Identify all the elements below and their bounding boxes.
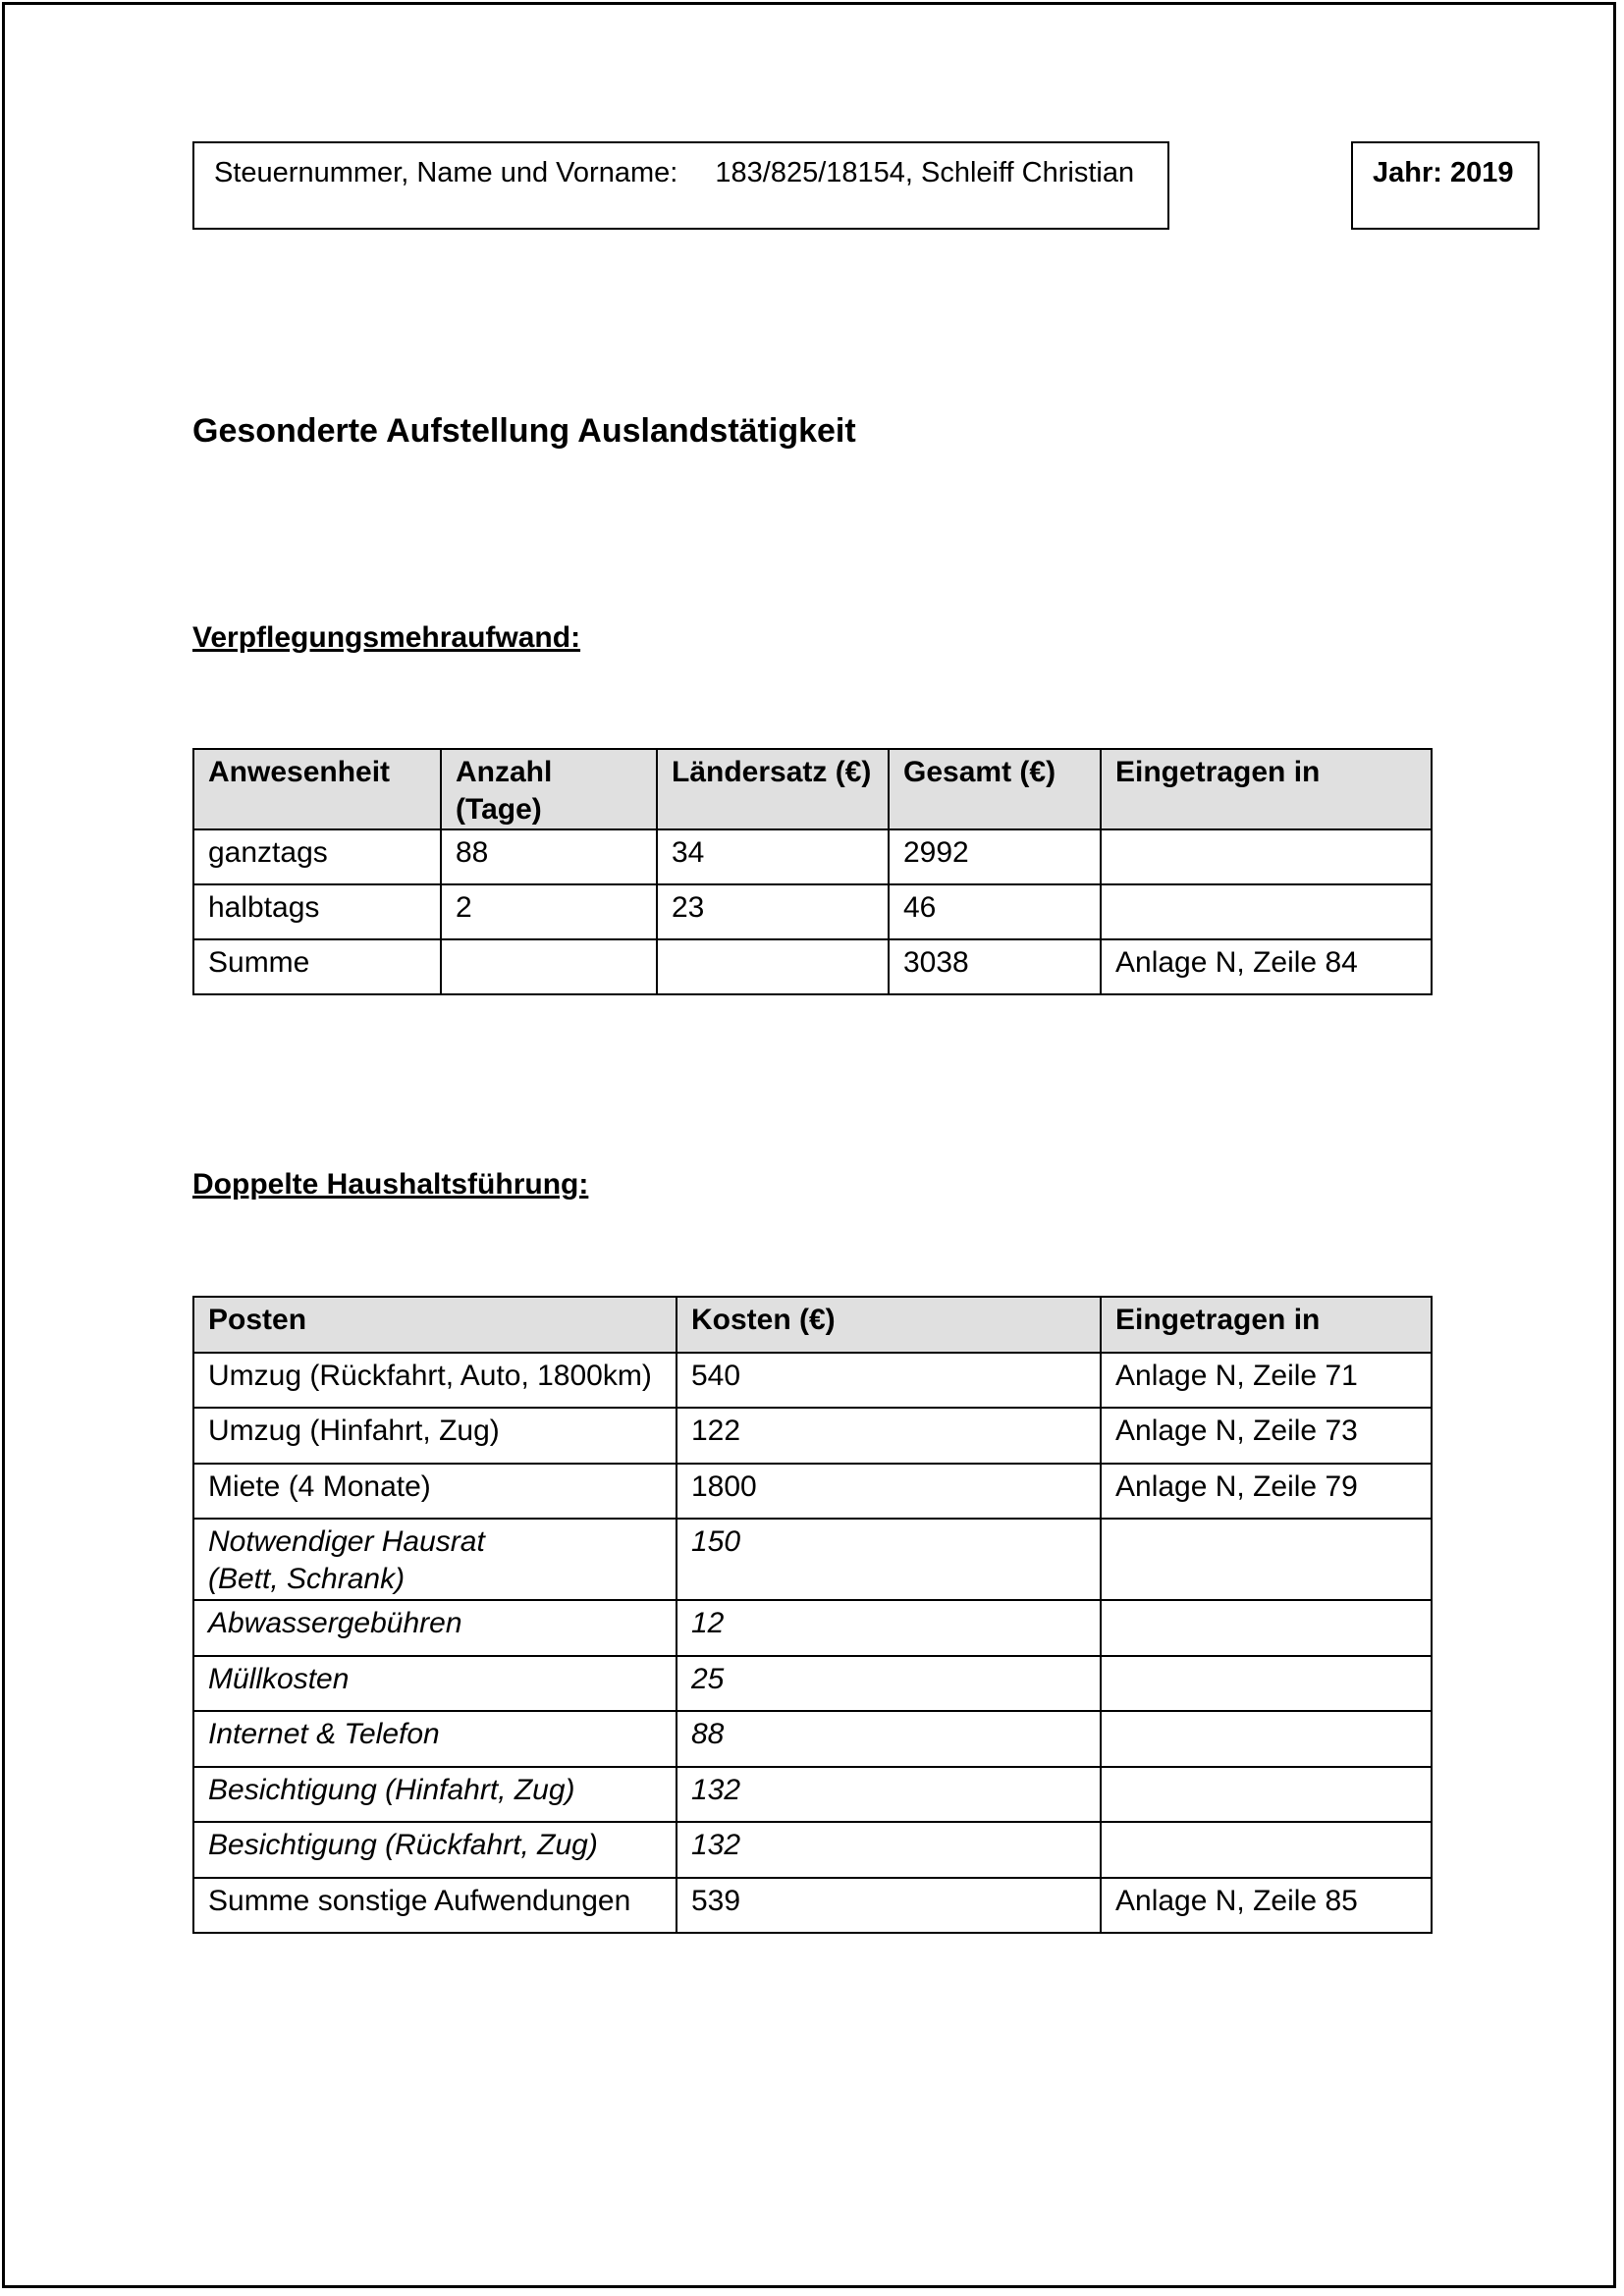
document-title: Gesonderte Aufstellung Auslandstätigkeit: [192, 412, 856, 450]
table-cell: [1101, 1519, 1432, 1600]
table-cell: 122: [677, 1408, 1101, 1464]
table-cell: Müllkosten: [193, 1656, 677, 1712]
table-row: [193, 1711, 1432, 1767]
page-frame: [2, 2, 1616, 2288]
tax-id-value: 183/825/18154, Schleiff Christian: [715, 157, 1135, 188]
table-cell: 25: [677, 1656, 1101, 1712]
column-header: Anwesenheit: [193, 749, 441, 829]
table-cell: Summe: [193, 939, 441, 994]
table-cell: 12: [677, 1600, 1101, 1656]
table-cell: Miete (4 Monate): [193, 1464, 677, 1520]
table-cell: 3038: [889, 939, 1101, 994]
table-cell: Besichtigung (Rückfahrt, Zug): [193, 1822, 677, 1878]
verpflegung-table: [192, 748, 1433, 995]
table-cell: [1101, 1711, 1432, 1767]
tax-id-box: [192, 141, 1169, 230]
column-header: Eingetragen in: [1101, 1297, 1432, 1353]
table-row: [193, 1408, 1432, 1464]
table-row: [193, 1767, 1432, 1823]
table-row-sum: [193, 1878, 1432, 1934]
table-cell: [193, 1519, 677, 1600]
table-cell: Anlage N, Zeile 85: [1101, 1878, 1432, 1934]
cell-line: (Bett, Schrank): [208, 1563, 406, 1595]
table-cell: 1800: [677, 1464, 1101, 1520]
table-row: [193, 1822, 1432, 1878]
table-cell: Umzug (Hinfahrt, Zug): [193, 1408, 677, 1464]
column-header: Anzahl (Tage): [441, 749, 657, 829]
column-header: Kosten (€): [677, 1297, 1101, 1353]
table-cell: Summe sonstige Aufwendungen: [193, 1878, 677, 1934]
table-cell: Besichtigung (Hinfahrt, Zug): [193, 1767, 677, 1823]
table-row: [193, 1656, 1432, 1712]
year-box: Jahr: 2019: [1351, 141, 1540, 230]
table-cell: halbtags: [193, 884, 441, 939]
haushalt-table: [192, 1296, 1433, 1934]
table-cell: 540: [677, 1353, 1101, 1409]
column-header: Gesamt (€): [889, 749, 1101, 829]
table-cell: [1101, 884, 1432, 939]
table-cell: 88: [441, 829, 657, 884]
table-cell: [1101, 829, 1432, 884]
table-cell: Internet & Telefon: [193, 1711, 677, 1767]
tax-id-label: Steuernummer, Name und Vorname:: [214, 157, 678, 188]
column-header: Posten: [193, 1297, 677, 1353]
table-cell: 2992: [889, 829, 1101, 884]
table-cell: 46: [889, 884, 1101, 939]
table-cell: 150: [677, 1519, 1101, 1600]
table-row: [193, 1464, 1432, 1520]
table-cell: Anlage N, Zeile 71: [1101, 1353, 1432, 1409]
table-cell: Umzug (Rückfahrt, Auto, 1800km): [193, 1353, 677, 1409]
table-cell: Anlage N, Zeile 79: [1101, 1464, 1432, 1520]
table-cell: 34: [657, 829, 889, 884]
table-row-sum: [193, 939, 1432, 994]
table-cell: 88: [677, 1711, 1101, 1767]
table-header-row: [193, 749, 1432, 829]
table-cell: 23: [657, 884, 889, 939]
table-cell: [1101, 1656, 1432, 1712]
table-cell: [1101, 1767, 1432, 1823]
column-header: Ländersatz (€): [657, 749, 889, 829]
table-cell: ganztags: [193, 829, 441, 884]
table-cell: 539: [677, 1878, 1101, 1934]
column-header: Eingetragen in: [1101, 749, 1432, 829]
table-cell: Anlage N, Zeile 73: [1101, 1408, 1432, 1464]
table-header-row: [193, 1297, 1432, 1353]
table-row: [193, 884, 1432, 939]
table-row: [193, 1353, 1432, 1409]
table-row: [193, 1600, 1432, 1656]
table-cell: Anlage N, Zeile 84: [1101, 939, 1432, 994]
table-row: [193, 829, 1432, 884]
table-cell: Abwassergebühren: [193, 1600, 677, 1656]
table-row: [193, 1519, 1432, 1600]
table-cell: [1101, 1600, 1432, 1656]
table-cell: 132: [677, 1767, 1101, 1823]
table-cell: 2: [441, 884, 657, 939]
cell-line: Notwendiger Hausrat: [208, 1525, 485, 1558]
table-cell: [657, 939, 889, 994]
table-cell: 132: [677, 1822, 1101, 1878]
section-heading-haushalt: Doppelte Haushaltsführung:: [192, 1168, 589, 1201]
table-cell: [441, 939, 657, 994]
table-cell: [1101, 1822, 1432, 1878]
section-heading-verpflegung: Verpflegungsmehraufwand:: [192, 621, 581, 654]
